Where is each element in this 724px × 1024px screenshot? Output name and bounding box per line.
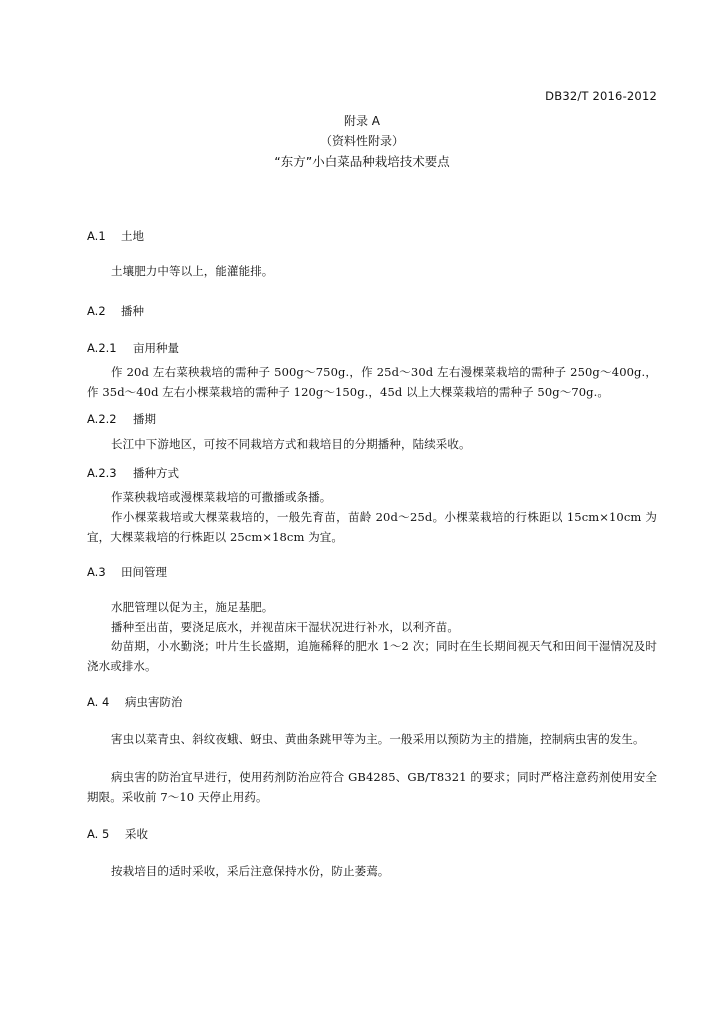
- paragraph-a4-2: 病虫害的防治宜早进行，使用药剂防治应符合 GB4285、GB/T8321 的要求；同时严格注意药剂使用安全期限。采收前 7～10 天停止用药。: [87, 770, 657, 804]
- section-number: A.2.1: [87, 341, 117, 355]
- section-heading-a2: [87, 303, 144, 319]
- section-heading-a22: [87, 411, 156, 427]
- section-title: 亩用种量: [133, 341, 179, 355]
- section-title: 播种: [121, 304, 144, 318]
- paragraph-a23-2: 作小棵菜栽培或大棵菜栽培的，一般先育苗，苗龄 20d～25d。小棵菜栽培的行株距以 15cm×10cm 为宜，大棵菜栽培的行株距以 25cm×18cm 为宜。: [87, 510, 657, 544]
- section-heading-a3: [87, 564, 167, 580]
- appendix-title: 附录 A: [343, 114, 381, 128]
- section-title: 播期: [133, 412, 156, 426]
- section-heading-a4: [87, 694, 183, 710]
- section-number: A. 5: [87, 827, 110, 841]
- paragraph-a3-2: 播种至出苗，要浇足底水，并视苗床干湿状况进行补水，以利齐苗。: [111, 620, 459, 634]
- section-number: A.2.3: [87, 466, 117, 480]
- section-heading-a1: [87, 228, 144, 244]
- document-code: DB32/T 2016-2012: [545, 89, 657, 103]
- paragraph-a21: 作 20d 左右菜秧栽培的需种子 500g～750g.，作 25d～30d 左右漫棵菜栽培的需种子 250g～400g.，作 35d～40d 左右小棵菜栽培的需种子 120g～150g.，45d 以上大棵菜栽培的需种子 50g～70g.。: [87, 365, 657, 399]
- section-number: A.2.2: [87, 412, 117, 426]
- paragraph-a3-3: 幼苗期，小水勤浇；叶片生长盛期，追施稀释的肥水 1～2 次；同时在生长期间视天气和田间干湿情况及时浇水或排水。: [87, 639, 657, 673]
- section-title: 播种方式: [133, 466, 179, 480]
- section-title: 采收: [125, 827, 148, 841]
- paragraph-a22: 长江中下游地区，可按不同栽培方式和栽培目的分期播种，陆续采收。: [111, 437, 471, 451]
- section-title: 病虫害防治: [125, 695, 183, 709]
- section-number: A.3: [87, 565, 106, 579]
- paragraph-a1: 土壤肥力中等以上，能灌能排。: [111, 264, 274, 278]
- section-number: A. 4: [87, 695, 110, 709]
- section-heading-a5: [87, 826, 148, 842]
- paragraph-a3-1: 水肥管理以促为主，施足基肥。: [111, 600, 274, 614]
- paragraph-a23-1: 作菜秧栽培或漫棵菜栽培的可撒播或条播。: [111, 490, 332, 504]
- paragraph-a5: 按栽培目的适时采收，采后注意保持水份，防止萎蔫。: [111, 864, 390, 878]
- section-heading-a23: [87, 465, 179, 481]
- appendix-type: （资料性附录）: [319, 134, 404, 148]
- paragraph-a4-1: 害虫以菜青虫、斜纹夜蛾、蚜虫、黄曲条跳甲等为主。一般采用以预防为主的措施，控制病虫害的发生。: [111, 732, 645, 746]
- document-title: “东方”小白菜品种栽培技术要点: [274, 154, 450, 169]
- section-number: A.2: [87, 304, 106, 318]
- section-title: 土地: [121, 229, 144, 243]
- section-title: 田间管理: [121, 565, 167, 579]
- section-heading-a21: [87, 340, 179, 356]
- section-number: A.1: [87, 229, 106, 243]
